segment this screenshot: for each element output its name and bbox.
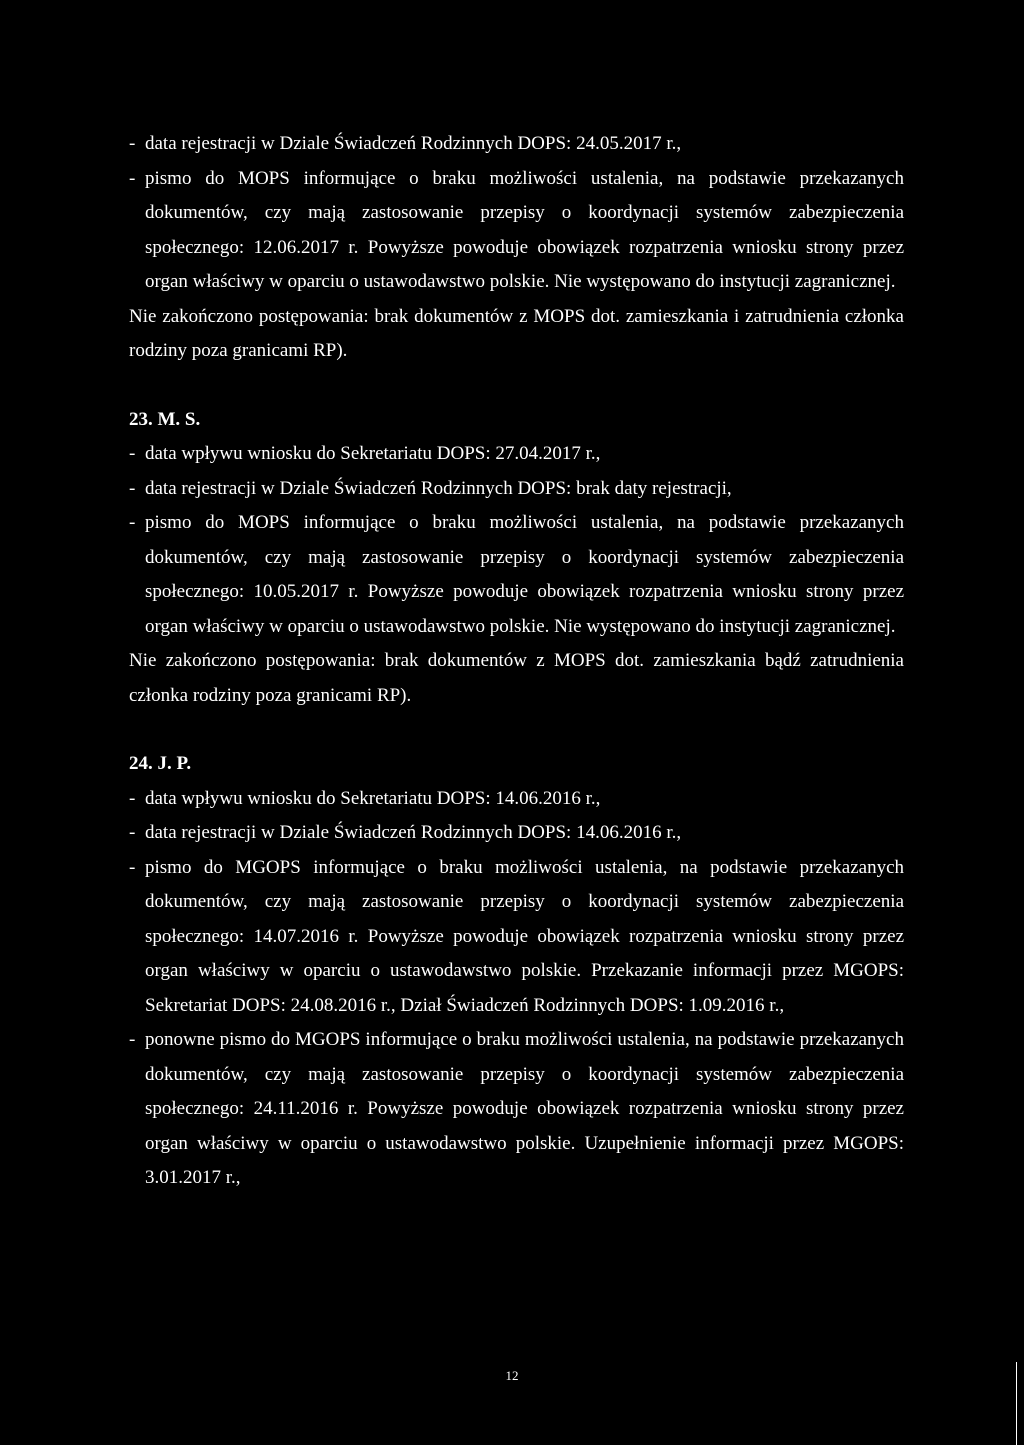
list-dash: - bbox=[129, 167, 136, 189]
list-item bbox=[129, 816, 904, 851]
second-letter-to-mgops-text: ponowne pismo do MGOPS informujące o braku możliwości ustalenia, na podstawie przekazanych dokumentów, czy mają zastosowanie przepisy o koordynacji systemów zabezpieczenia społecznego: 24.11.2016 r. Powyższe powoduje obowiązek rozpatrzenia wniosku strony przez organ właściwy w oparciu o ustawodawstwo polskie. Uzupełnienie informacji przez MGOPS: 3.01.2017 r., bbox=[145, 1029, 904, 1188]
list-dash: - bbox=[129, 477, 136, 499]
page-number: 12 bbox=[505, 1368, 519, 1383]
list-dash: - bbox=[129, 856, 136, 878]
list-dash: - bbox=[129, 133, 136, 154]
section-gap bbox=[129, 713, 904, 747]
list-dash: - bbox=[129, 787, 136, 809]
section-gap bbox=[129, 369, 904, 403]
registration-date-text: data rejestracji w Dziale Świadczeń Rodzinnych DOPS: 14.06.2016 r., bbox=[145, 822, 682, 843]
list-item bbox=[129, 127, 904, 162]
list-item bbox=[129, 162, 904, 300]
scan-edge-line bbox=[1016, 1362, 1017, 1445]
document-body bbox=[129, 127, 904, 1196]
list-item bbox=[129, 472, 904, 507]
list-dash: - bbox=[129, 443, 136, 464]
list-dash: - bbox=[129, 512, 136, 533]
proceeding-note: Nie zakończono postępowania: brak dokumentów z MOPS dot. zamieszkania i zatrudnienia członka rodziny poza granicami RP). bbox=[129, 305, 904, 361]
section-heading-23: 23. M. S. bbox=[129, 408, 201, 430]
letter-to-mgops-text: pismo do MGOPS informujące o braku możliwości ustalenia, na podstawie przekazanych dokumentów, czy mają zastosowanie przepisy o koordynacji systemów zabezpieczenia społecznego: 14.07.2016 r. Powyższe powoduje obowiązek rozpatrzenia wniosku strony przez organ właściwy w oparciu o ustawodawstwo polskie. Przekazanie informacji przez MGOPS: Sekretariat DOPS: 24.08.2016 r., Dział Świadczeń Rodzinnych DOPS: 1.09.2016 r., bbox=[145, 856, 904, 1016]
list-item bbox=[129, 851, 904, 1024]
list-dash: - bbox=[129, 822, 136, 843]
section-heading-24: 24. J. P. bbox=[129, 753, 192, 774]
list-item bbox=[129, 782, 904, 817]
proceeding-note: Nie zakończono postępowania: brak dokumentów z MOPS dot. zamieszkania bądź zatrudnienia członka rodziny poza granicami RP). bbox=[129, 650, 904, 706]
letter-to-mops-text: pismo do MOPS informujące o braku możliwości ustalenia, na podstawie przekazanych dokumentów, czy mają zastosowanie przepisy o koordynacji systemów zabezpieczenia społecznego: 10.05.2017 r. Powyższe powoduje obowiązek rozpatrzenia wniosku strony przez organ właściwy w oparciu o ustawodawstwo polskie. Nie występowano do instytucji zagranicznej. bbox=[145, 512, 904, 637]
list-dash: - bbox=[129, 1029, 136, 1050]
list-item bbox=[129, 506, 904, 644]
letter-to-mops-text: pismo do MOPS informujące o braku możliwości ustalenia, na podstawie przekazanych dokumentów, czy mają zastosowanie przepisy o koordynacji systemów zabezpieczenia społecznego: 12.06.2017 r. Powyższe powoduje obowiązek rozpatrzenia wniosku strony przez organ właściwy w oparciu o ustawodawstwo polskie. Nie występowano do instytucji zagranicznej. bbox=[145, 167, 904, 292]
receipt-date-text: data wpływu wniosku do Sekretariatu DOPS: 14.06.2016 r., bbox=[145, 787, 601, 809]
receipt-date-text: data wpływu wniosku do Sekretariatu DOPS: 27.04.2017 r., bbox=[145, 443, 601, 464]
registration-date-text: data rejestracji w Dziale Świadczeń Rodzinnych DOPS: brak daty rejestracji, bbox=[145, 477, 732, 499]
list-item bbox=[129, 437, 904, 472]
list-item bbox=[129, 1023, 904, 1196]
registration-date-text: data rejestracji w Dziale Świadczeń Rodzinnych DOPS: 24.05.2017 r., bbox=[145, 133, 682, 154]
